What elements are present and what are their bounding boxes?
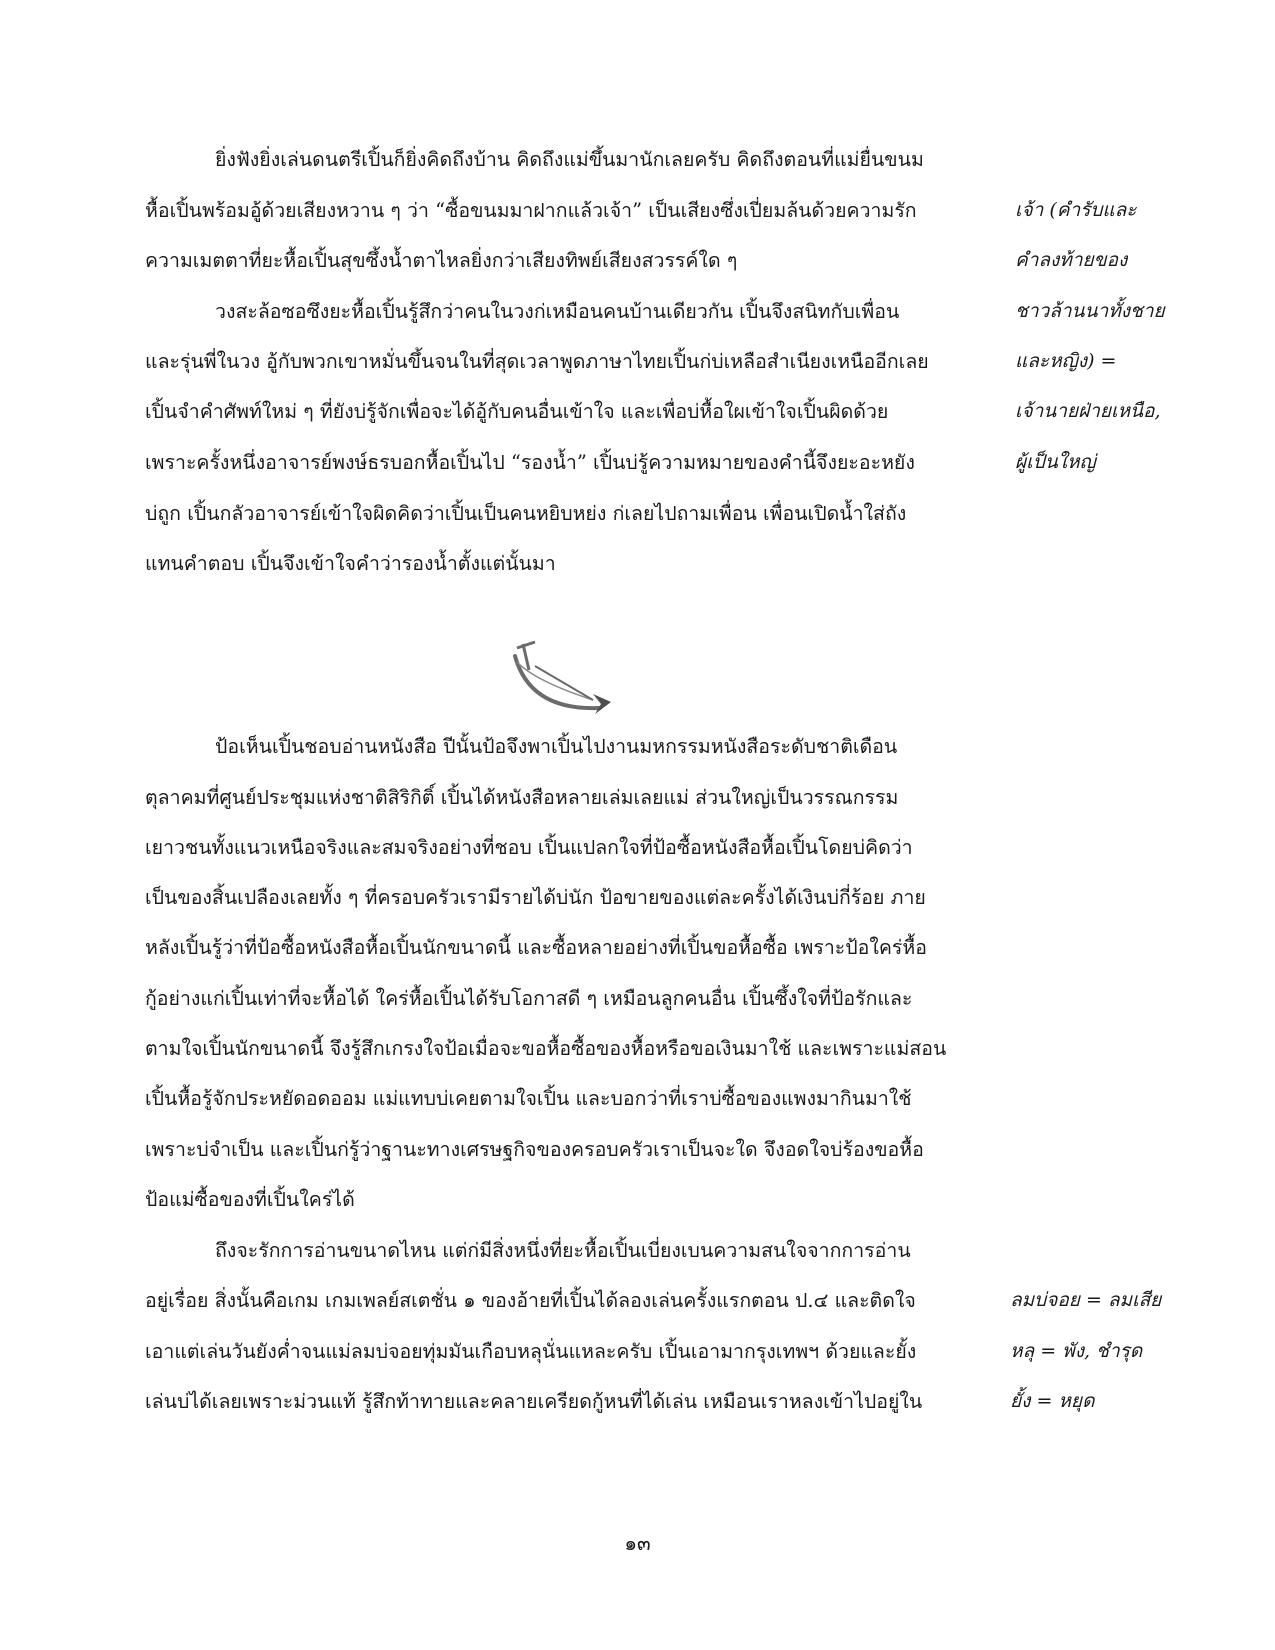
text-line: เพราะบ่จำเป็น และเปิ้นก่รู้ว่าฐานะทางเศรษฐกิจของครอบครัวเราเป็นจะใด จึงอดใจบ่ร้องขอหื้อ bbox=[145, 1138, 924, 1161]
text-line: ป้อเห็นเปิ้นชอบอ่านหนังสือ ปีนั้นป้อจึงพาเปิ้นไปงานมหกรรมหนังสือระดับชาติเดือน bbox=[215, 735, 898, 758]
text-line: เปิ้นจำคำศัพท์ใหม่ ๆ ที่ยังบ่รู้จักเพื่อจะได้อู้กับคนอื่นเข้าใจ และเพื่อบ่หื้อใผเข้าใจเปิ้นผิดด้วย bbox=[145, 400, 889, 423]
text-line: ตามใจเปิ้นนักขนาดนี้ จึงรู้สึกเกรงใจป้อเมื่อจะขอหื้อซื้อของหื้อหรือขอเงินมาใช้ และเพราะแม่สอน bbox=[145, 1037, 947, 1060]
text-line: บ่ถูก เปิ้นกลัวอาจารย์เข้าใจผิดคิดว่าเปิ้นเป็นคนหยิบหย่ง ก่เลยไปถามเพื่อน เพื่อนเปิดน้ำใส่ถัง bbox=[145, 502, 907, 525]
page-number: ๑๓ bbox=[624, 1531, 651, 1555]
margin-note: ผู้เป็นใหญ่ bbox=[1015, 451, 1096, 473]
text-line: เล่นบ่ได้เลยเพราะม่วนแท้ รู้สึกท้าทายและคลายเครียดกู้หนที่ได้เล่น เหมือนเราหลงเข้าไปอยู่ใน bbox=[145, 1390, 923, 1413]
text-line: วงสะล้อซอซึงยะหื้อเปิ้นรู้สึกว่าคนในวงก่เหมือนคนบ้านเดียวกัน เปิ้นจึงสนิทกับเพื่อน bbox=[215, 300, 900, 323]
text-line: เยาวชนทั้งแนวเหนือจริงและสมจริงอย่างที่ชอบ เปิ้นแปลกใจที่ป้อซื้อหนังสือหื้อเปิ้นโดยบ่คิดว่า bbox=[145, 836, 913, 859]
text-line: เพราะครั้งหนึ่งอาจารย์พงษ์ธรบอกหื้อเปิ้นไป “รองน้ำ” เปิ้นบ่รู้ความหมายของคำนี้จึงยะอะหยัง bbox=[145, 451, 915, 474]
text-line: หื้อเปิ้นพร้อมอู้ด้วยเสียงหวาน ๆ ว่า “ซื้อขนมมาฝากแล้วเจ้า” เป็นเสียงซึ่งเปี่ยมล้นด้วยความรัก bbox=[145, 199, 917, 222]
margin-note: ชาวล้านนาทั้งชาย bbox=[1015, 300, 1165, 322]
margin-note: หลุ = พัง, ชำรุด bbox=[1010, 1340, 1143, 1362]
bow-and-arrow-icon bbox=[505, 636, 640, 736]
margin-note: ยั้ง = หยุด bbox=[1010, 1390, 1095, 1412]
text-line: เปิ้นหื้อรู้จักประหยัดอดออม แม่แทบบ่เคยตามใจเปิ้น และบอกว่าที่เราบ่ซื้อของแพงมากินมาใช้ bbox=[145, 1087, 912, 1110]
text-line: ถึงจะรักการอ่านขนาดไหน แต่ก่มีสิ่งหนึ่งที่ยะหื้อเปิ้นเบี่ยงเบนความสนใจจากการอ่าน bbox=[215, 1239, 911, 1262]
text-line: แทนคำตอบ เปิ้นจึงเข้าใจคำว่ารองน้ำตั้งแต่นั้นมา bbox=[145, 552, 556, 575]
text-line: เอาแต่เล่นวันยังค่ำจนแม่ลมบ่จอยทุ่มมันเกือบหลุนั่นแหละครับ เปิ้นเอามากรุงเทพฯ ด้วยและยั้ง bbox=[145, 1340, 917, 1363]
text-line: เป็นของสิ้นเปลืองเลยทั้ง ๆ ที่ครอบครัวเรามีรายได้บ่นัก ป้อขายของแต่ละครั้งได้เงินบ่กี่ร้อย ภาย bbox=[145, 886, 926, 909]
text-line: ความเมตตาที่ยะหื้อเปิ้นสุขซึ้งน้ำตาไหลยิ่งกว่าเสียงทิพย์เสียงสวรรค์ใด ๆ bbox=[145, 249, 738, 272]
margin-note: และหญิง) = bbox=[1015, 350, 1117, 372]
text-line: กู้อย่างแก่เปิ้นเท่าที่จะหื้อได้ ใคร่หื้อเปิ้นได้รับโอกาสดี ๆ เหมือนลูกคนอื่น เปิ้นซึ้งใจที่ป้อรักและ bbox=[145, 987, 913, 1010]
text-line: และรุ่นพี่ในวง อู้กับพวกเขาหมั่นขึ้นจนในที่สุดเวลาพูดภาษาไทยเปิ้นก่บ่เหลือสำเนียงเหนืออีกเลย bbox=[145, 350, 929, 373]
text-line: อยู่เรื่อย สิ่งนั้นคือเกม เกมเพลย์สเตชั่น ๑ ของอ้ายที่เปิ้นได้ลองเล่นครั้งแรกตอน ป.๔ และติดใจ bbox=[145, 1289, 916, 1312]
margin-note: ลมบ่จอย = ลมเสีย bbox=[1010, 1289, 1162, 1311]
margin-note: คำลงท้ายของ bbox=[1015, 249, 1128, 271]
text-line: หลังเปิ้นรู้ว่าที่ป้อซื้อหนังสือหื้อเปิ้นนักขนาดนี้ และซื้อหลายอย่างที่เปิ้นขอหื้อซื้อ เพราะป้อใคร่หื้อ bbox=[145, 936, 927, 959]
text-line: ตุลาคมที่ศูนย์ประชุมแห่งชาติสิริกิติ์ เปิ้นได้หนังสือหลายเล่มเลยแม่ ส่วนใหญ่เป็นวรรณกรรม bbox=[145, 786, 899, 809]
text-line: ป้อแม่ซื้อของที่เปิ้นใคร่ได้ bbox=[145, 1188, 355, 1211]
margin-note: เจ้า (คำรับและ bbox=[1015, 199, 1137, 221]
text-line: ยิ่งฟังยิ่งเล่นดนตรีเปิ้นก็ยิ่งคิดถึงบ้าน คิดถึงแม่ขึ้นมานักเลยครับ คิดถึงตอนที่แม่ยื่นขนม bbox=[215, 148, 924, 171]
margin-note: เจ้านายฝ่ายเหนือ, bbox=[1015, 400, 1161, 422]
